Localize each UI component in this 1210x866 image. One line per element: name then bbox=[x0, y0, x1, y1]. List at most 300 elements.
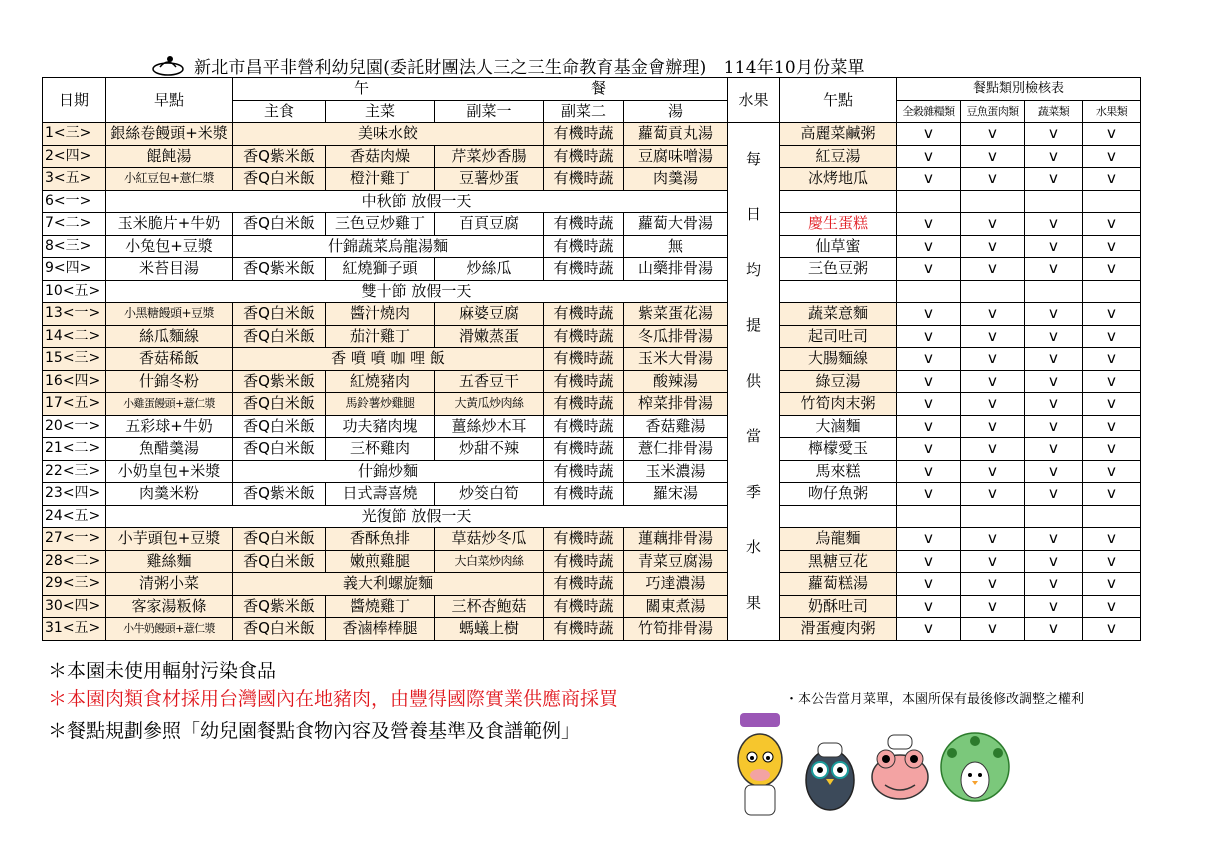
soup-cell: 蘿蔔大骨湯 bbox=[624, 213, 728, 236]
holiday-cell: 中秋節 放假一天 bbox=[106, 190, 728, 213]
check-cell: v bbox=[961, 618, 1025, 641]
side2-cell: 有機時蔬 bbox=[544, 370, 624, 393]
breakfast-cell: 小雞蛋饅頭+薏仁漿 bbox=[106, 393, 233, 416]
check-cell: v bbox=[897, 235, 961, 258]
check-cell: v bbox=[1083, 235, 1141, 258]
breakfast-cell: 小兔包+豆漿 bbox=[106, 235, 233, 258]
soup-cell: 肉羹湯 bbox=[624, 168, 728, 191]
check-cell: v bbox=[1083, 145, 1141, 168]
check-cell: v bbox=[1083, 528, 1141, 551]
breakfast-cell: 小芋頭包+豆漿 bbox=[106, 528, 233, 551]
header-lunch bbox=[233, 78, 728, 101]
lunch-merged-cell: 什錦蔬菜烏龍湯麵 bbox=[233, 235, 544, 258]
soup-cell: 玉米大骨湯 bbox=[624, 348, 728, 371]
soup-cell: 羅宋湯 bbox=[624, 483, 728, 506]
date-cell: 13<一> bbox=[43, 303, 106, 326]
header-snack: 午點 bbox=[780, 78, 897, 123]
owl-mascot-icon bbox=[806, 743, 854, 810]
snack-cell: 仙草蜜 bbox=[780, 235, 897, 258]
check-cell: v bbox=[897, 168, 961, 191]
table-row bbox=[43, 505, 1141, 528]
check-cell: v bbox=[897, 213, 961, 236]
breakfast-cell: 香菇稀飯 bbox=[106, 348, 233, 371]
check-cell bbox=[1083, 505, 1141, 528]
side2-cell: 有機時蔬 bbox=[544, 348, 624, 371]
snack-cell: 檸檬愛玉 bbox=[780, 438, 897, 461]
table-row bbox=[43, 303, 1141, 326]
soup-cell: 玉米濃湯 bbox=[624, 460, 728, 483]
header-check-vegetable: 蔬菜類 bbox=[1025, 100, 1083, 123]
header-soup: 湯 bbox=[624, 100, 728, 123]
holiday-snack-cell bbox=[780, 280, 897, 303]
breakfast-cell: 小紅豆包+薏仁漿 bbox=[106, 168, 233, 191]
fruit-char: 果 bbox=[745, 593, 761, 612]
table-row bbox=[43, 325, 1141, 348]
check-cell: v bbox=[897, 325, 961, 348]
title-row bbox=[150, 52, 1050, 78]
table-row bbox=[43, 145, 1141, 168]
lunch-merged-cell: 義大利螺旋麵 bbox=[233, 573, 544, 596]
check-cell bbox=[1083, 280, 1141, 303]
snack-cell: 黑糖豆花 bbox=[780, 550, 897, 573]
snack-cell: 烏龍麵 bbox=[780, 528, 897, 551]
breakfast-cell: 魚醋羹湯 bbox=[106, 438, 233, 461]
staple-cell: 香Q白米飯 bbox=[233, 528, 326, 551]
note-rights: ・本公告當月菜單，本園所保有最後修改調整之權利 bbox=[785, 692, 1085, 707]
check-cell: v bbox=[1083, 595, 1141, 618]
staple-cell: 香Q紫米飯 bbox=[233, 595, 326, 618]
check-cell: v bbox=[897, 123, 961, 146]
note-pork-source: ＊本園肉類食材採用台灣國內在地豬肉，由豐得國際實業供應商採買 bbox=[48, 688, 619, 710]
snack-cell: 起司吐司 bbox=[780, 325, 897, 348]
snack-cell: 蘿蔔糕湯 bbox=[780, 573, 897, 596]
check-cell: v bbox=[897, 258, 961, 281]
check-cell: v bbox=[1083, 258, 1141, 281]
check-cell: v bbox=[961, 370, 1025, 393]
side1-cell: 炒筊白筍 bbox=[435, 483, 544, 506]
table-row bbox=[43, 123, 1141, 146]
breakfast-cell: 小牛奶饅頭+薏仁漿 bbox=[106, 618, 233, 641]
staple-cell: 香Q紫米飯 bbox=[233, 258, 326, 281]
check-cell: v bbox=[1025, 415, 1083, 438]
header-lunch-b: 餐 bbox=[591, 79, 607, 98]
snack-cell: 滑蛋瘦肉粥 bbox=[780, 618, 897, 641]
main-dish-cell: 日式壽喜燒 bbox=[326, 483, 435, 506]
side2-cell: 有機時蔬 bbox=[544, 415, 624, 438]
side2-cell: 有機時蔬 bbox=[544, 168, 624, 191]
check-cell bbox=[961, 280, 1025, 303]
side2-cell: 有機時蔬 bbox=[544, 483, 624, 506]
check-cell: v bbox=[1083, 213, 1141, 236]
lunch-merged-cell: 香 噴 噴 咖 哩 飯 bbox=[233, 348, 544, 371]
check-cell: v bbox=[1083, 393, 1141, 416]
side1-cell: 豆薯炒蛋 bbox=[435, 168, 544, 191]
side1-cell: 炒絲瓜 bbox=[435, 258, 544, 281]
date-cell: 15<三> bbox=[43, 348, 106, 371]
breakfast-cell: 玉米脆片+牛奶 bbox=[106, 213, 233, 236]
side1-cell: 三杯杏鮑菇 bbox=[435, 595, 544, 618]
breakfast-cell: 小奶皇包+米漿 bbox=[106, 460, 233, 483]
check-cell: v bbox=[961, 303, 1025, 326]
soup-cell: 豆腐味噌湯 bbox=[624, 145, 728, 168]
fruit-column bbox=[728, 123, 780, 641]
check-cell: v bbox=[897, 550, 961, 573]
check-cell: v bbox=[1083, 303, 1141, 326]
main-dish-cell: 醬燒雞丁 bbox=[326, 595, 435, 618]
table-row bbox=[43, 280, 1141, 303]
snack-cell: 冰烤地瓜 bbox=[780, 168, 897, 191]
holiday-snack-cell bbox=[780, 505, 897, 528]
side2-cell: 有機時蔬 bbox=[544, 393, 624, 416]
soup-cell: 香菇雞湯 bbox=[624, 415, 728, 438]
soup-cell: 關東煮湯 bbox=[624, 595, 728, 618]
check-cell: v bbox=[897, 393, 961, 416]
table-row bbox=[43, 393, 1141, 416]
side2-cell: 有機時蔬 bbox=[544, 213, 624, 236]
side2-cell: 有機時蔬 bbox=[544, 618, 624, 641]
soup-cell: 無 bbox=[624, 235, 728, 258]
snack-cell: 大滷麵 bbox=[780, 415, 897, 438]
breakfast-cell: 餛飩湯 bbox=[106, 145, 233, 168]
snack-cell: 大腸麵線 bbox=[780, 348, 897, 371]
table-row bbox=[43, 438, 1141, 461]
side2-cell: 有機時蔬 bbox=[544, 145, 624, 168]
menu-table bbox=[42, 77, 1141, 641]
staple-cell: 香Q白米飯 bbox=[233, 550, 326, 573]
date-cell: 10<五> bbox=[43, 280, 106, 303]
side2-cell: 有機時蔬 bbox=[544, 258, 624, 281]
breakfast-cell: 肉羹米粉 bbox=[106, 483, 233, 506]
check-cell: v bbox=[961, 258, 1025, 281]
date-cell: 22<三> bbox=[43, 460, 106, 483]
check-cell: v bbox=[1025, 123, 1083, 146]
fruit-char: 當 bbox=[745, 427, 761, 446]
check-cell: v bbox=[1025, 370, 1083, 393]
check-cell bbox=[1025, 280, 1083, 303]
school-logo-icon bbox=[150, 53, 186, 77]
check-cell: v bbox=[1025, 438, 1083, 461]
check-cell: v bbox=[897, 370, 961, 393]
fruit-char: 季 bbox=[745, 482, 761, 501]
check-cell: v bbox=[1083, 168, 1141, 191]
breakfast-cell: 清粥小菜 bbox=[106, 573, 233, 596]
main-dish-cell: 馬鈴薯炒雞腿 bbox=[326, 393, 435, 416]
staple-cell: 香Q白米飯 bbox=[233, 213, 326, 236]
check-cell: v bbox=[1025, 595, 1083, 618]
check-cell: v bbox=[961, 348, 1025, 371]
date-cell: 9<四> bbox=[43, 258, 106, 281]
check-cell bbox=[961, 505, 1025, 528]
header-side1: 副菜一 bbox=[435, 100, 544, 123]
breakfast-cell: 小黑糖饅頭+豆漿 bbox=[106, 303, 233, 326]
check-cell: v bbox=[961, 438, 1025, 461]
lunch-merged-cell: 美味水餃 bbox=[233, 123, 544, 146]
peacock-mascot-icon bbox=[941, 733, 1009, 801]
side2-cell: 有機時蔬 bbox=[544, 573, 624, 596]
date-cell: 29<三> bbox=[43, 573, 106, 596]
frog-mascot-icon bbox=[872, 735, 928, 799]
staple-cell: 香Q白米飯 bbox=[233, 325, 326, 348]
check-cell: v bbox=[1025, 168, 1083, 191]
check-cell: v bbox=[1083, 483, 1141, 506]
staple-cell: 香Q紫米飯 bbox=[233, 145, 326, 168]
soup-cell: 蘿蔔貢丸湯 bbox=[624, 123, 728, 146]
date-cell: 14<二> bbox=[43, 325, 106, 348]
main-dish-cell: 香滷棒棒腿 bbox=[326, 618, 435, 641]
check-cell: v bbox=[961, 393, 1025, 416]
date-cell: 17<五> bbox=[43, 393, 106, 416]
header-staple: 主食 bbox=[233, 100, 326, 123]
header-fruit: 水果 bbox=[728, 78, 780, 123]
header-check-grains: 全穀雜糧類 bbox=[897, 100, 961, 123]
mascot-illustration bbox=[720, 705, 1020, 825]
table-row bbox=[43, 235, 1141, 258]
check-cell bbox=[897, 190, 961, 213]
check-cell: v bbox=[961, 145, 1025, 168]
fruit-char: 日 bbox=[745, 205, 761, 224]
soup-cell: 薏仁排骨湯 bbox=[624, 438, 728, 461]
date-cell: 30<四> bbox=[43, 595, 106, 618]
check-cell: v bbox=[1083, 438, 1141, 461]
check-cell: v bbox=[897, 438, 961, 461]
date-cell: 7<二> bbox=[43, 213, 106, 236]
check-cell: v bbox=[897, 528, 961, 551]
breakfast-cell: 米苔目湯 bbox=[106, 258, 233, 281]
check-cell: v bbox=[1025, 483, 1083, 506]
check-cell: v bbox=[961, 528, 1025, 551]
check-cell: v bbox=[1083, 348, 1141, 371]
main-dish-cell: 橙汁雞丁 bbox=[326, 168, 435, 191]
check-cell: v bbox=[1083, 370, 1141, 393]
staple-cell: 香Q紫米飯 bbox=[233, 483, 326, 506]
fruit-char: 每 bbox=[745, 149, 761, 168]
side1-cell: 炒甜不辣 bbox=[435, 438, 544, 461]
breakfast-cell: 客家湯粄條 bbox=[106, 595, 233, 618]
check-cell bbox=[1083, 190, 1141, 213]
table-row bbox=[43, 415, 1141, 438]
soup-cell: 蓮藕排骨湯 bbox=[624, 528, 728, 551]
date-cell: 16<四> bbox=[43, 370, 106, 393]
date-cell: 21<二> bbox=[43, 438, 106, 461]
check-cell: v bbox=[1025, 618, 1083, 641]
fruit-char: 均 bbox=[745, 260, 761, 279]
fruit-vertical-text bbox=[728, 131, 779, 631]
table-row bbox=[43, 483, 1141, 506]
header-lunch-a: 午 bbox=[353, 79, 369, 98]
date-cell: 31<五> bbox=[43, 618, 106, 641]
check-cell: v bbox=[1025, 303, 1083, 326]
snack-cell: 三色豆粥 bbox=[780, 258, 897, 281]
check-cell: v bbox=[1083, 618, 1141, 641]
header-main: 主菜 bbox=[326, 100, 435, 123]
table-row bbox=[43, 258, 1141, 281]
snack-cell: 奶酥吐司 bbox=[780, 595, 897, 618]
check-cell bbox=[897, 280, 961, 303]
check-cell: v bbox=[897, 303, 961, 326]
holiday-snack-cell bbox=[780, 190, 897, 213]
staple-cell: 香Q白米飯 bbox=[233, 393, 326, 416]
staple-cell: 香Q白米飯 bbox=[233, 618, 326, 641]
table-row bbox=[43, 168, 1141, 191]
soup-cell: 榨菜排骨湯 bbox=[624, 393, 728, 416]
check-cell: v bbox=[1025, 145, 1083, 168]
horse-mascot-icon bbox=[738, 713, 782, 815]
soup-cell: 紫菜蛋花湯 bbox=[624, 303, 728, 326]
check-cell: v bbox=[897, 415, 961, 438]
check-cell: v bbox=[1025, 393, 1083, 416]
side2-cell: 有機時蔬 bbox=[544, 438, 624, 461]
check-cell: v bbox=[1025, 325, 1083, 348]
fruit-char: 提 bbox=[745, 316, 761, 335]
side1-cell: 薑絲炒木耳 bbox=[435, 415, 544, 438]
date-cell: 1<三> bbox=[43, 123, 106, 146]
table-row bbox=[43, 618, 1141, 641]
header-check-fruit: 水果類 bbox=[1083, 100, 1141, 123]
main-dish-cell: 三色豆炒雞丁 bbox=[326, 213, 435, 236]
check-cell: v bbox=[961, 460, 1025, 483]
header-date: 日期 bbox=[43, 78, 106, 123]
header-check-title: 餐點類別檢核表 bbox=[897, 78, 1141, 101]
breakfast-cell: 銀絲卷饅頭+米漿 bbox=[106, 123, 233, 146]
check-cell: v bbox=[1083, 415, 1141, 438]
check-cell bbox=[897, 505, 961, 528]
main-dish-cell: 嫩煎雞腿 bbox=[326, 550, 435, 573]
side1-cell: 大白菜炒肉絲 bbox=[435, 550, 544, 573]
side1-cell: 草菇炒冬瓜 bbox=[435, 528, 544, 551]
side2-cell: 有機時蔬 bbox=[544, 123, 624, 146]
breakfast-cell: 五彩球+牛奶 bbox=[106, 415, 233, 438]
soup-cell: 青菜豆腐湯 bbox=[624, 550, 728, 573]
snack-cell: 慶生蛋糕 bbox=[780, 213, 897, 236]
check-cell: v bbox=[961, 123, 1025, 146]
check-cell: v bbox=[897, 483, 961, 506]
breakfast-cell: 什錦冬粉 bbox=[106, 370, 233, 393]
side2-cell: 有機時蔬 bbox=[544, 528, 624, 551]
main-dish-cell: 紅燒獅子頭 bbox=[326, 258, 435, 281]
soup-cell: 冬瓜排骨湯 bbox=[624, 325, 728, 348]
main-dish-cell: 三杯雞肉 bbox=[326, 438, 435, 461]
soup-cell: 竹筍排骨湯 bbox=[624, 618, 728, 641]
note-no-radiation: ＊本園未使用輻射污染食品 bbox=[48, 660, 277, 682]
fruit-char: 水 bbox=[745, 538, 761, 557]
staple-cell: 香Q白米飯 bbox=[233, 168, 326, 191]
side2-cell: 有機時蔬 bbox=[544, 235, 624, 258]
date-cell: 23<四> bbox=[43, 483, 106, 506]
check-cell: v bbox=[897, 618, 961, 641]
soup-cell: 巧達濃湯 bbox=[624, 573, 728, 596]
table-row bbox=[43, 573, 1141, 596]
side2-cell: 有機時蔬 bbox=[544, 325, 624, 348]
date-cell: 2<四> bbox=[43, 145, 106, 168]
main-dish-cell: 香菇肉燥 bbox=[326, 145, 435, 168]
side1-cell: 百頁豆腐 bbox=[435, 213, 544, 236]
breakfast-cell: 雞絲麵 bbox=[106, 550, 233, 573]
table-row bbox=[43, 213, 1141, 236]
check-cell: v bbox=[1025, 528, 1083, 551]
snack-cell: 綠豆湯 bbox=[780, 370, 897, 393]
check-cell bbox=[961, 190, 1025, 213]
side2-cell: 有機時蔬 bbox=[544, 595, 624, 618]
main-dish-cell: 醬汁燒肉 bbox=[326, 303, 435, 326]
holiday-cell: 雙十節 放假一天 bbox=[106, 280, 728, 303]
check-cell: v bbox=[897, 573, 961, 596]
check-cell: v bbox=[1083, 123, 1141, 146]
header-breakfast: 早點 bbox=[106, 78, 233, 123]
check-cell: v bbox=[1083, 325, 1141, 348]
check-cell: v bbox=[897, 460, 961, 483]
snack-cell: 馬來糕 bbox=[780, 460, 897, 483]
check-cell bbox=[1025, 505, 1083, 528]
staple-cell: 香Q白米飯 bbox=[233, 415, 326, 438]
check-cell: v bbox=[1025, 460, 1083, 483]
check-cell: v bbox=[1025, 258, 1083, 281]
check-cell: v bbox=[1083, 550, 1141, 573]
snack-cell: 吻仔魚粥 bbox=[780, 483, 897, 506]
check-cell: v bbox=[961, 550, 1025, 573]
check-cell: v bbox=[961, 573, 1025, 596]
check-cell: v bbox=[961, 168, 1025, 191]
main-dish-cell: 功夫豬肉塊 bbox=[326, 415, 435, 438]
side1-cell: 芹菜炒香腸 bbox=[435, 145, 544, 168]
check-cell: v bbox=[897, 348, 961, 371]
snack-cell: 蔬菜意麵 bbox=[780, 303, 897, 326]
check-cell: v bbox=[1025, 235, 1083, 258]
table-row bbox=[43, 460, 1141, 483]
page-title: 新北市昌平非營利幼兒園(委託財團法人三之三生命教育基金會辦理) 114年10月份菜單 bbox=[194, 57, 865, 78]
check-cell: v bbox=[961, 325, 1025, 348]
date-cell: 8<三> bbox=[43, 235, 106, 258]
main-dish-cell: 香酥魚排 bbox=[326, 528, 435, 551]
date-cell: 3<五> bbox=[43, 168, 106, 191]
side1-cell: 螞蟻上樹 bbox=[435, 618, 544, 641]
date-cell: 6<一> bbox=[43, 190, 106, 213]
lunch-merged-cell: 什錦炒麵 bbox=[233, 460, 544, 483]
side1-cell: 麻婆豆腐 bbox=[435, 303, 544, 326]
soup-cell: 酸辣湯 bbox=[624, 370, 728, 393]
header-check-protein: 豆魚蛋肉類 bbox=[961, 100, 1025, 123]
check-cell: v bbox=[897, 595, 961, 618]
table-row bbox=[43, 190, 1141, 213]
check-cell: v bbox=[1025, 348, 1083, 371]
check-cell: v bbox=[961, 235, 1025, 258]
check-cell: v bbox=[961, 483, 1025, 506]
check-cell: v bbox=[961, 415, 1025, 438]
side2-cell: 有機時蔬 bbox=[544, 460, 624, 483]
snack-cell: 紅豆湯 bbox=[780, 145, 897, 168]
check-cell bbox=[1025, 190, 1083, 213]
check-cell: v bbox=[1083, 460, 1141, 483]
date-cell: 24<五> bbox=[43, 505, 106, 528]
side1-cell: 大黃瓜炒肉絲 bbox=[435, 393, 544, 416]
date-cell: 28<二> bbox=[43, 550, 106, 573]
check-cell: v bbox=[1025, 573, 1083, 596]
table-row bbox=[43, 595, 1141, 618]
snack-cell: 高麗菜鹹粥 bbox=[780, 123, 897, 146]
staple-cell: 香Q白米飯 bbox=[233, 303, 326, 326]
holiday-cell: 光復節 放假一天 bbox=[106, 505, 728, 528]
breakfast-cell: 絲瓜麵線 bbox=[106, 325, 233, 348]
date-cell: 20<一> bbox=[43, 415, 106, 438]
soup-cell: 山藥排骨湯 bbox=[624, 258, 728, 281]
check-cell: v bbox=[961, 213, 1025, 236]
main-dish-cell: 茄汁雞丁 bbox=[326, 325, 435, 348]
side1-cell: 五香豆干 bbox=[435, 370, 544, 393]
side1-cell: 滑嫩蒸蛋 bbox=[435, 325, 544, 348]
check-cell: v bbox=[1025, 550, 1083, 573]
date-cell: 27<一> bbox=[43, 528, 106, 551]
table-row bbox=[43, 550, 1141, 573]
check-cell: v bbox=[1025, 213, 1083, 236]
